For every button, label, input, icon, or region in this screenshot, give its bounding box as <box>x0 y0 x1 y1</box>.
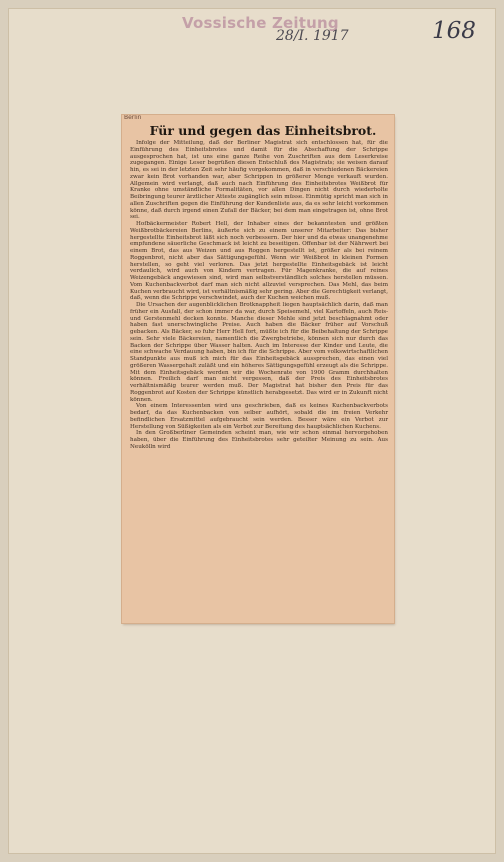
article-paragraph: Die Ursachen der augenblicklichen Brotknappheit liegen hauptsächlich darin, daß man früher ein Ausfall, der schon immer da war, durch Speisemehl, viel Kartoffeln, auch Reis- und Gerstenmehl decken konnte. Manche dieser Mehle sind jetzt beschlagnahmt oder haben fast unerschwingliche Preise. Auch haben die Bäcker früher auf Vorschuß gebacken. Als Bäcker, so fuhr Herr Hell fort, müßte ich für die Beibehaltung der Schrippe sein. Sehr viele Bäckereien, namentlich die Zwergbetriebe, können sich nur durch das Backen der Schrippe über Wasser halten. Auch im Interesse der Kinder und Leute, die eine schwache Verdauung haben, bin ich für die Schrippe. Aber vom volkswirtschaftlichen Standpunkte aus muß ich mich für das Einheitsgebäck aussprechen, das einen viel größeren Wassergehalt zuläßt und ein höheres Sättigungsgefühl erzeugt als die Schrippe. Mit dem Einheitsgebäck werden wir die Wochenrate von 1900 Gramm durchhalten können. Freilich darf man nicht vergessen, daß der Preis des Einheitsbrotes verhältnismäßig teurer werden muß. Der Magistrat hat bisher den Preis für das Roggenbrot auf Kosten der Schrippe künstlich herabgesetzt. Das wird er in Zukunft nicht können. <box>130 302 388 403</box>
article-headline: Für und gegen das Einheitsbrot. <box>149 123 377 138</box>
article-paragraph: Von einem Interessenten wird uns geschrieben, daß es keines Kuchenbackverbots bedarf, da das Kuchenbacken von selber aufhört, sobald die im freien Verkehr befindlichen Ersatzmittel aufgebraucht sein werden. Besser wäre ein Verbot zur Herstellung von Süßigkeiten als ein Verbot zur Bereitung des hauptsächlichen Kuchens. <box>130 403 388 430</box>
newspaper-clipping <box>122 115 394 623</box>
article-paragraph: Infolge der Mitteilung, daß der Berliner Magistrat sich entschlossen hat, für die Einführung des Einheitsbrotes und damit für die Abschaffung der Schrippe ausgesprochen hat, ist uns eine ganze Reihe von Zuschriften aus dem Leserkreise zugegangen. Einige Leser begrüßen diesen Entschluß des Magistrats; sie weisen darauf hin, es sei in der letzten Zeit sehr häufig vorgekommen, daß in verschiedenen Bäckereien zwar kein Brot vorhanden war, aber Schrippen in größerer Menge verkauft wurden. Allgemein wird verlangt, daß auch nach Einführung des Einheitsbrotes Weißbrot für Kranke ohne umständliche Formalitäten, vor allen Dingen nicht durch wiederholte Beibringung teurer ärztlicher Atteste zugänglich sein müsse. Einmütig spricht man sich in allen Zuschriften gegen die Einführung der Kundenliste aus, da es sehr leicht vorkommen könne, daß durch irgend einen Zufall der Bäcker, bei dem man eingetragen ist, ohne Brot sei. <box>130 140 388 221</box>
article-paragraph: In den Großberliner Gemeinden scheint man, wie wir schon einmal hervorgehoben haben, über die Einführung des Einheitsbrotes sehr geteilter Meinung zu sein. Aus Neukölln wird <box>130 430 388 450</box>
handwritten-date: 28/I. 1917 <box>276 28 349 44</box>
clipping-side-label: Berlin <box>124 115 142 121</box>
article-paragraph: Hofbäckermeister Robert Hell, der Inhaber eines der bekanntesten und größten Weißbrotbäckereien Berlins, äußerte sich zu einem unserer Mitarbeiter: Das bisher hergestellte Einheitsbrot läßt sich noch verbessern. Der hier und da etwas unangenehme empfundene säuerliche Geschmack ist leicht zu beseitigen. Offenbar ist der Nährwert bei einem Brot, das aus Weizen und aus Roggen hergestellt ist, größer als bei reinem Roggenbrot, nicht aber das Sättigungsgefühl. Wenn wir Weißbrot in kleinen Formen herstellen, so geht viel verloren. Das jetzt hergestellte Einheitsgebäck ist leicht verdaulich, wird auch von Kindern vertragen. Für Magenkranke, die auf reines Weizengebäck angewiesen sind, wird man selbstverständlich solches herstellen müssen. Vom Kuchenbackverbot darf man sich nicht allzuviel versprechen. Das Mehl, das beim Kuchen verbraucht wird, ist verhältnismäßig sehr gering. Aber die Gerechtigkeit verlangt, daß, wenn die Schrippe verschwindet, auch der Kuchen weichen muß. <box>130 221 388 302</box>
newspaper-stamp: Vossische Zeitung <box>182 14 339 32</box>
article-body <box>130 140 388 618</box>
handwritten-archive-number: 168 <box>432 18 476 44</box>
